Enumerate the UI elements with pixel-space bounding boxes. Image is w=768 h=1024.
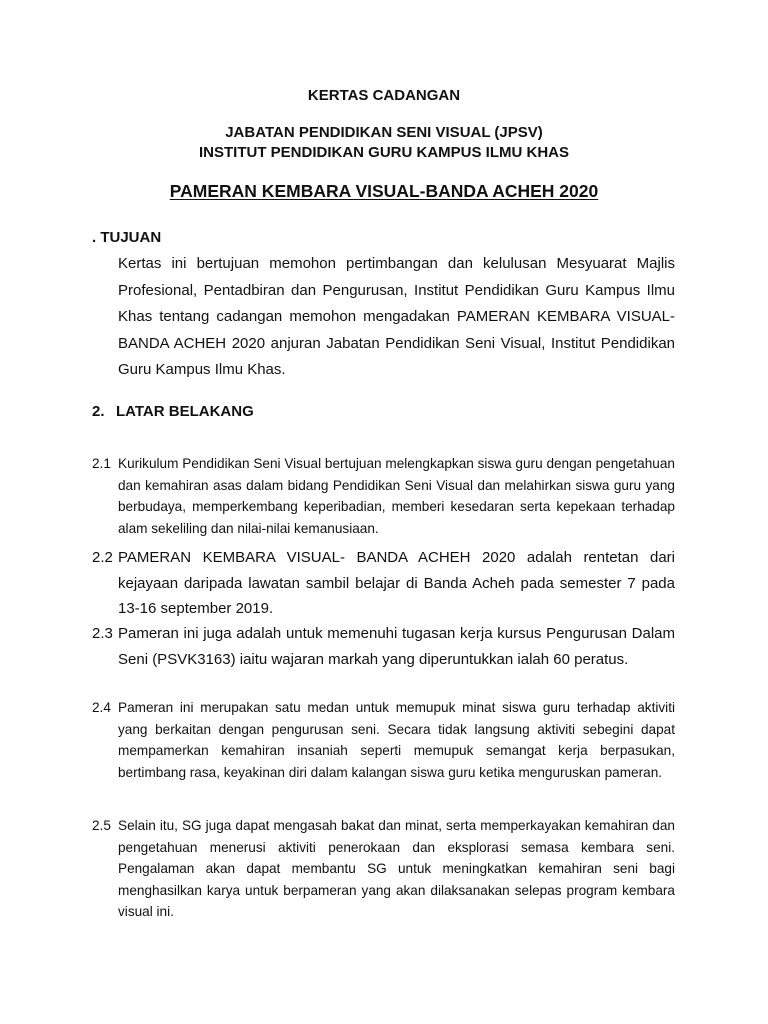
item-number: 2.1 — [92, 456, 111, 471]
list-item — [92, 453, 675, 539]
item-number: 2.5 — [92, 818, 111, 833]
list-item — [92, 545, 675, 622]
section-number: 2. — [92, 403, 105, 420]
section-tujuan-heading: . TUJUAN — [92, 229, 162, 246]
event-title: PAMERAN KEMBARA VISUAL-BANDA ACHEH 2020 — [169, 181, 599, 201]
item-number: 2.4 — [92, 700, 111, 715]
section-tujuan-text: Kertas ini bertujuan memohon pertimbangan dan kelulusan Mesyuarat Majlis Profesional, Pentadbiran dan Pengurusan, Institut Pendidikan Guru Kampus Ilmu Khas tentang cadangan memohon mengadakan PAMERAN KEMBARA VISUAL-BANDA ACHEH 2020 anjuran Jabatan Pendidikan Seni Visual, Institut Pendidikan Guru Kampus Ilmu Khas. — [118, 255, 675, 378]
item-number: 2.3 — [92, 625, 113, 642]
department-name: JABATAN PENDIDIKAN SENI VISUAL (JPSV) — [225, 124, 543, 141]
item-text: Pameran ini juga adalah untuk memenuhi tugasan kerja kursus Pengurusan Dalam Seni (PSVK3163) iaitu wajaran markah yang diperuntukkan ialah 60 peratus. — [118, 625, 675, 668]
list-item — [92, 697, 675, 783]
section-heading-label: LATAR BELAKANG — [116, 403, 254, 420]
list-item — [92, 815, 675, 923]
item-text: Selain itu, SG juga dapat mengasah bakat dan minat, serta memperkayakan kemahiran dan pengetahuan menerusi aktiviti penerokaan dan eksplorasi semasa kembara seni. Pengalaman akan dapat membantu SG untuk meningkatkan kemahiran seni bagi menghasilkan karya untuk berpameran yang akan dilaksanakan selepas program kembara visual ini. — [118, 818, 675, 920]
document-title: KERTAS CADANGAN — [307, 87, 461, 104]
section-latar-belakang-heading — [92, 403, 254, 420]
list-item — [92, 621, 675, 672]
item-text: Kurikulum Pendidikan Seni Visual bertujuan melengkapkan siswa guru dengan pengetahuan dan kemahiran asas dalam bidang Pendidikan Seni Visual dan melahirkan siswa guru yang berbudaya, memperkembang keperibadian, memberi kesedaran serta kepekaan terhadap alam sekeliling dan nilai-nilai kemanusiaan. — [118, 456, 675, 536]
item-text: PAMERAN KEMBARA VISUAL- BANDA ACHEH 2020 adalah rentetan dari kejayaan daripada lawatan sambil belajar di Banda Acheh pada semester 7 pada 13-16 september 2019. — [118, 549, 675, 617]
institute-name: INSTITUT PENDIDIKAN GURU KAMPUS ILMU KHAS — [199, 144, 569, 161]
item-text: Pameran ini merupakan satu medan untuk memupuk minat siswa guru terhadap aktiviti yang berkaitan dengan pengurusan seni. Secara tidak langsung aktiviti sebegini dapat mempamerkan kemahiran insaniah seperti memupuk semangat kerja berpasukan, bertimbang rasa, keyakinan diri dalam kalangan siswa guru ketika menguruskan pameran. — [118, 700, 675, 780]
item-number: 2.2 — [92, 549, 113, 566]
